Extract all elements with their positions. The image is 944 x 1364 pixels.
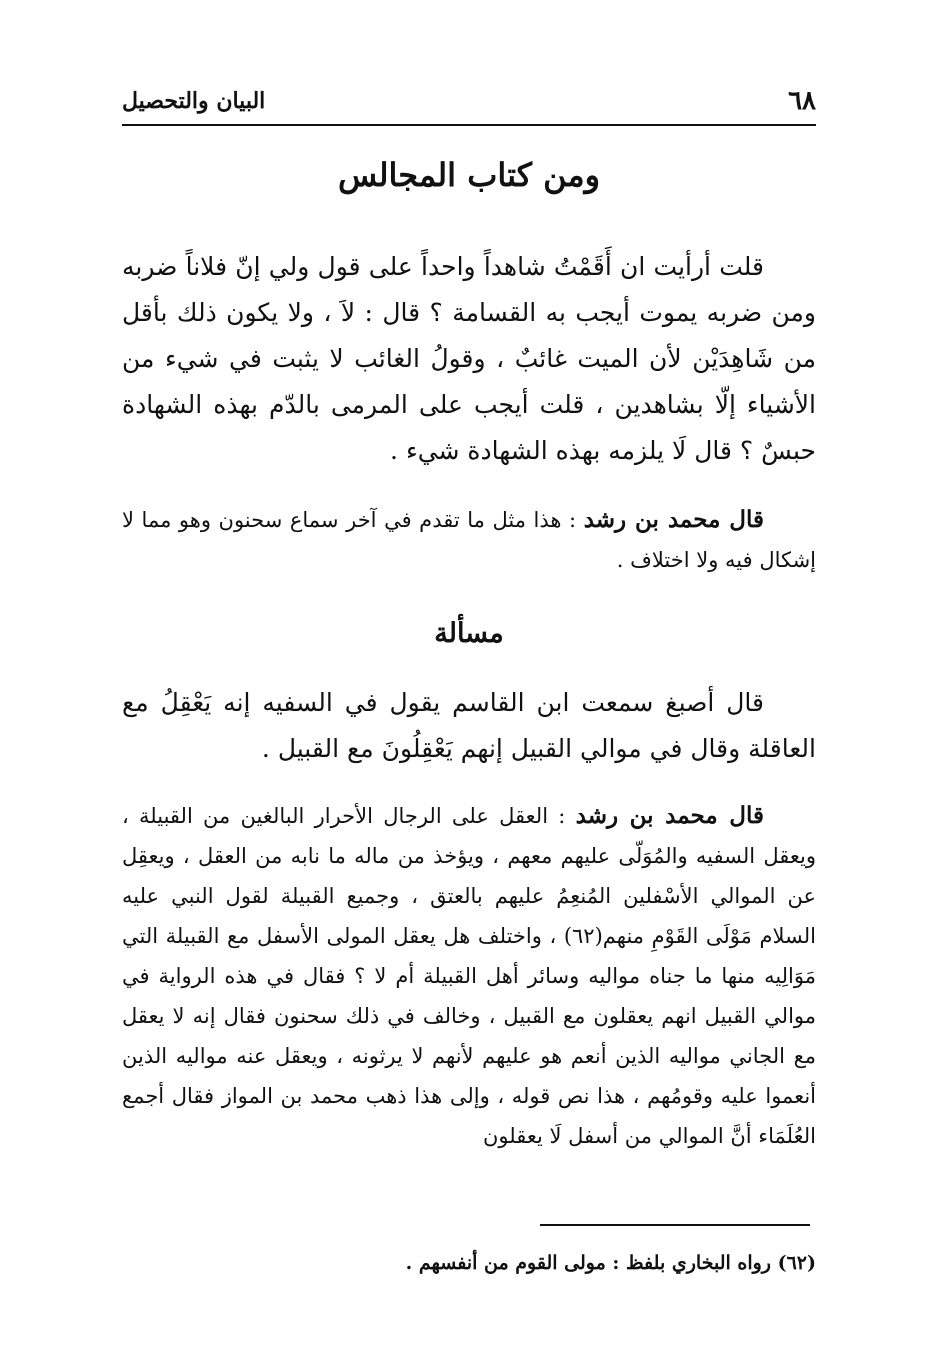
- commentary-speaker: قال محمد بن رشد: [583, 506, 765, 533]
- running-header: [122, 84, 816, 126]
- commentary-speaker: قال محمد بن رشد: [575, 802, 764, 829]
- running-title: البيان والتحصيل: [122, 88, 266, 114]
- section-title: مسألة: [434, 618, 504, 649]
- commentary-text: : العقل على الرجال الأحرار البالغين من القبيلة ، ويعقل السفيه والمُوَلّى عليهم معهم ، ويؤخذ من ماله ما نابه من العقل ، ويعقِل عن الموالي الأسْفلين المُنعِمُ عليهم بالعتق ، وجميع القبيلة لقول النبي عليه السلام مَوْلَى القَوْمِ منهم(٦٢) ، واختلف هل يعقل المولى الأسفل مع القبيلة التي مَوَالِيه منها ما جناه مواليه وسائر أهل القبيلة أم لا ؟ فقال في هذه الرواية في موالي القبيل انهم يعقلون مع القبيل ، وخالف في ذلك سحنون فقال إنه لا يعقل مع الجاني مواليه الذين أنعم هو عليهم لأنهم لا يرثونه ، ويعقل عنه مواليه الذين أنعموا عليه وقومُهم ، هذا نص قوله ، وإلى هذا ذهب محمد بن المواز فقال أجمع العُلَمَاء أنَّ الموالي من أسفل لَا يعقلون: [122, 804, 816, 1148]
- commentary-paragraph-1: [122, 500, 816, 580]
- chapter-title: ومن كتاب المجالس: [337, 156, 601, 194]
- question-paragraph-1: قلت أرأيت ان أَقَمْتُ شاهداً واحداً على قول ولي إنّ فلاناً ضربه ومن ضربه يموت أيجب به القسامة ؟ قال : لاَ ، ولا يكون ذلك بأقل من شَاهِدَيْن لأن الميت غائبٌ ، وقولُ الغائب لا يثبت في شيء من الأشياء إلّا بشاهدين ، قلت أيجب على المرمى بالدّم بهذه الشهادة حبسٌ ؟ قال لَا يلزمه بهذه الشهادة شيء .: [122, 252, 816, 465]
- footnote: (٦٢) رواه البخاري بلفظ : مولى القوم من أنفسهم .: [405, 1252, 816, 1274]
- commentary-paragraph-2: [122, 796, 816, 1156]
- page-number: ٦٨: [788, 86, 816, 116]
- footnote-separator: [540, 1224, 810, 1226]
- commentary-text: : هذا مثل ما تقدم في آخر سماع سحنون وهو مما لا إشكال فيه ولا اختلاف .: [122, 508, 816, 572]
- question-paragraph-2: قال أصبغ سمعت ابن القاسم يقول في السفيه إنه يَعْقِلُ مع العاقلة وقال في موالي القبيل إنهم يَعْقِلُونَ مع القبيل .: [122, 688, 816, 763]
